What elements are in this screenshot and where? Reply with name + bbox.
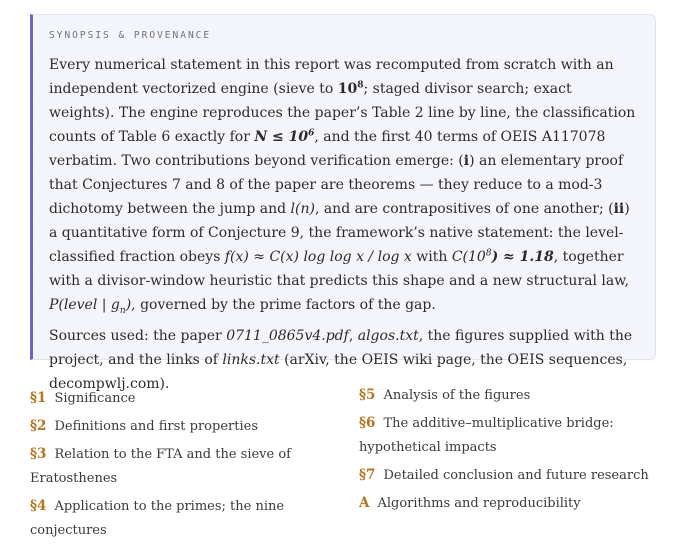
text-span: (arXiv, the OEIS wiki page, the OEIS sequences, decompwlj.com).	[49, 352, 628, 392]
toc-number: §2	[30, 418, 47, 434]
math-N-base: N ≤ 10	[254, 129, 309, 145]
text-span: , the figures supplied with the project, and the links of	[49, 328, 633, 368]
math-N-exp: 6	[308, 128, 315, 139]
math-C	[452, 249, 554, 265]
math-C-exp: 8	[485, 248, 492, 259]
toc-label: Algorithms and reproducibility	[377, 496, 581, 511]
toc-item-s6[interactable]	[359, 411, 650, 460]
text-span: ) an elementary proof that Conjectures 7 and 8 of the paper are theorems — they reduce to a mod-3 dichotomy between the jump and	[49, 153, 624, 217]
toc-item-s3[interactable]	[30, 442, 300, 491]
toc-label: Analysis of the figures	[383, 388, 531, 403]
text-span: , and the first 40 terms of OEIS A117078 verbatim. Two contributions beyond verification emerge: (	[49, 129, 606, 169]
toc-number: §1	[30, 390, 47, 406]
math-P-tail: )	[125, 297, 132, 313]
synopsis-box	[30, 14, 656, 392]
toc-label: The additive–multiplicative bridge: hypothetical impacts	[359, 416, 614, 455]
text-span: ,	[348, 328, 358, 344]
toc-item-appendix-a[interactable]	[359, 491, 650, 516]
toc-column-right	[359, 383, 650, 519]
text-span: , together with a divisor-window heuristic that predicts this shape and a new structural law,	[49, 249, 630, 289]
toc-label: Detailed conclusion and future research	[383, 468, 649, 483]
text-span: Every numerical statement in this report was recomputed from scratch with an independent vectorized engine (sieve to	[49, 57, 614, 97]
math-C-base: C(10	[451, 249, 486, 265]
file-name: algos.txt	[357, 328, 419, 344]
text-span: Sources used: the paper	[49, 328, 227, 344]
toc-label: Definitions and first properties	[54, 419, 258, 434]
label-ii: ii	[613, 201, 625, 217]
toc-number: §3	[30, 446, 47, 462]
synopsis-body	[49, 53, 655, 396]
toc-item-s2[interactable]	[30, 414, 300, 439]
toc-label: Significance	[54, 391, 136, 406]
label-i: i	[463, 153, 470, 169]
toc-number: §5	[359, 387, 376, 403]
math-sieve-base: 10	[337, 81, 358, 97]
file-name: links.txt	[222, 352, 280, 368]
text-span: ) a quantitative form of Conjecture 9, the framework’s native statement: the level-classified fraction obeys	[49, 201, 630, 265]
math-l: l(n)	[290, 201, 315, 217]
math-P-base: P(level | g	[49, 297, 120, 313]
math-f: f(x) ≈ C(x) log log x / log x	[224, 249, 412, 265]
toc-number: A	[359, 495, 370, 511]
text-span: with	[411, 249, 452, 265]
synopsis-paragraph-1	[49, 53, 639, 317]
math-P	[49, 297, 132, 316]
toc-item-s1[interactable]	[30, 386, 300, 411]
toc-column-left	[30, 386, 300, 546]
toc-item-s7[interactable]	[359, 463, 650, 488]
toc-number: §7	[359, 467, 376, 483]
toc-item-s4[interactable]	[30, 494, 300, 543]
toc-number: §4	[30, 498, 47, 514]
math-sieve-exp: 8	[357, 80, 364, 91]
toc-label: Relation to the FTA and the sieve of Eratosthenes	[30, 447, 291, 486]
math-sieve	[338, 81, 364, 97]
math-N	[254, 129, 314, 145]
math-P-sub: n	[119, 305, 126, 316]
text-span: , governed by the prime factors of the gap.	[131, 297, 436, 313]
math-C-tail: ) ≈ 1.18	[491, 249, 554, 265]
text-span: ; staged divisor search; exact weights). The engine reproduces the paper’s Table 2 line by line, the classification counts of Table 6 exactly for	[49, 81, 636, 145]
text-span: , and are contrapositives of one another; (	[314, 201, 614, 217]
file-name: 0711_0865v4.pdf	[226, 328, 349, 344]
toc-label: Application to the primes; the nine conjectures	[30, 499, 285, 538]
toc-item-s5[interactable]	[359, 383, 650, 408]
toc-number: §6	[359, 415, 376, 431]
synopsis-heading: SYNOPSIS & PROVENANCE	[49, 30, 212, 41]
